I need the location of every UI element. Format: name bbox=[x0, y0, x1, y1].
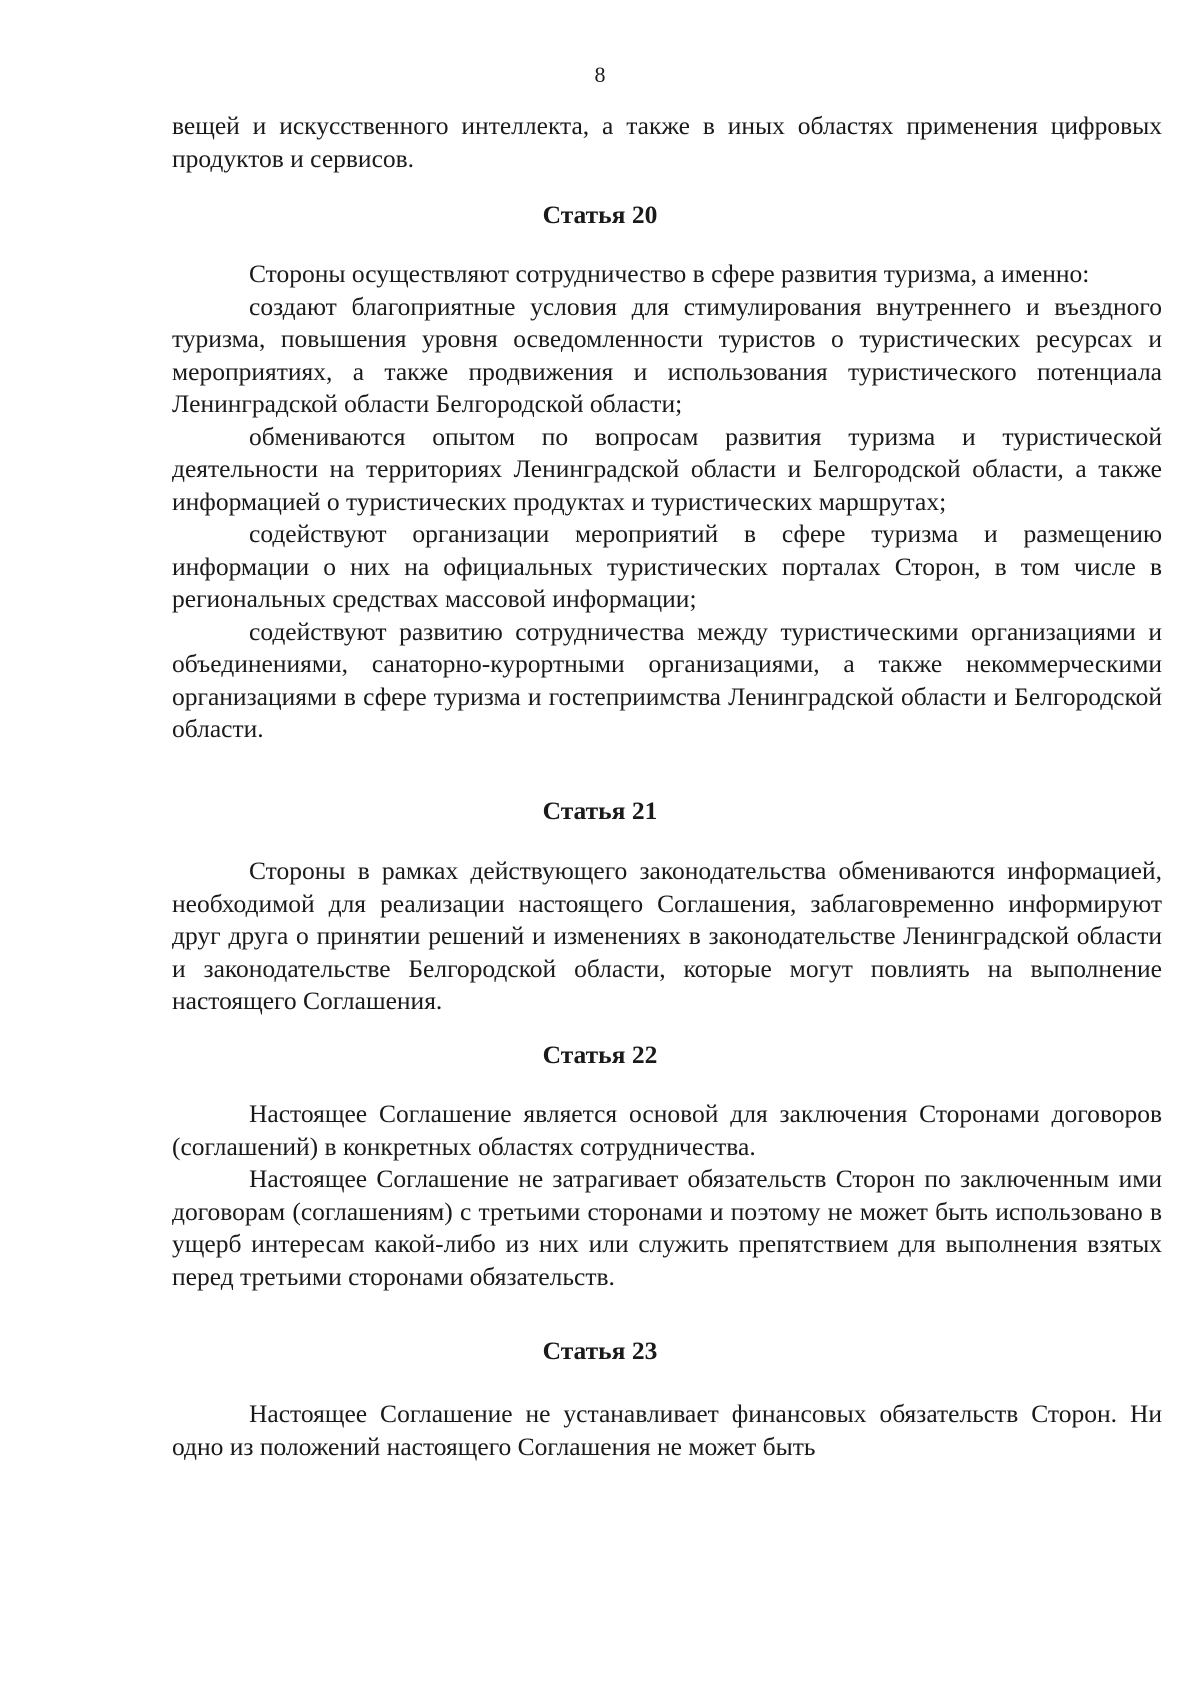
article-20-paragraph: содействуют организации мероприятий в сфере туризма и размещению информации о них на официальных туристических порталах Сторон, в том числе в региональных средствах массовой информации; bbox=[172, 519, 1162, 613]
article-21-paragraph: Стороны в рамках действующего законодательства обмениваются информацией, необходимой для реализации настоящего Соглашения, заблаговременно информируют друг друга о принятии решений и изменениях в законодательстве Ленинградской области и законодательстве Белгородской области, которые могут повлиять на выполнение настоящего Соглашения. bbox=[172, 856, 1162, 1015]
article-23-paragraph: Настоящее Соглашение не устанавливает финансовых обязательств Сторон. Ни одно из положений настоящего Соглашения не может быть bbox=[172, 1399, 1162, 1461]
article-21-heading: Статья 21 bbox=[542, 796, 658, 825]
article-22-heading: Статья 22 bbox=[542, 1040, 658, 1069]
page-number: 8 bbox=[594, 62, 606, 87]
article-20-paragraph: Стороны осуществляют сотрудничество в сфере развития туризма, а именно: bbox=[249, 259, 1090, 288]
article-20-paragraph: обмениваются опытом по вопросам развития туризма и туристической деятельности на территориях Ленинградской области и Белгородской области, а также информацией о туристических продуктах и туристических маршрутах; bbox=[172, 421, 1162, 516]
article-23-body bbox=[172, 1398, 1162, 1463]
article-23-heading: Статья 23 bbox=[542, 1336, 658, 1365]
article-21-body bbox=[172, 855, 1162, 1018]
article-22-paragraph: Настоящее Соглашение является основой для заключения Сторонами договоров (соглашений) в конкретных областях сотрудничества. bbox=[172, 1099, 1162, 1161]
article-22-paragraph: Настоящее Соглашение не затрагивает обязательств Сторон по заключенным ими договорам (соглашениям) с третьими сторонами и поэтому не может быть использовано в ущерб интересам какой-либо из них или служить препятствием для выполнения взятых перед третьими сторонами обязательств. bbox=[172, 1164, 1162, 1291]
article-20-body bbox=[172, 258, 1162, 746]
article-22-body bbox=[172, 1098, 1162, 1293]
article-20-paragraph: содействуют развитию сотрудничества между туристическими организациями и объединениями, санаторно-курортными организациями, а также некоммерческими организациями в сфере туризма и гостеприимства Ленинградской области и Белгородской области. bbox=[172, 616, 1162, 743]
intro-block bbox=[172, 110, 1162, 175]
intro-paragraph: вещей и искусственного интеллекта, а также в иных областях применения цифровых продуктов и сервисов. bbox=[172, 111, 1162, 173]
article-20-paragraph: создают благоприятные условия для стимулирования внутреннего и въездного туризма, повышения уровня осведомленности туристов о туристических ресурсах и мероприятиях, а также продвижения и использования туристического потенциала Ленинградской области Белгородской области; bbox=[172, 291, 1162, 418]
article-20-heading: Статья 20 bbox=[542, 200, 658, 229]
